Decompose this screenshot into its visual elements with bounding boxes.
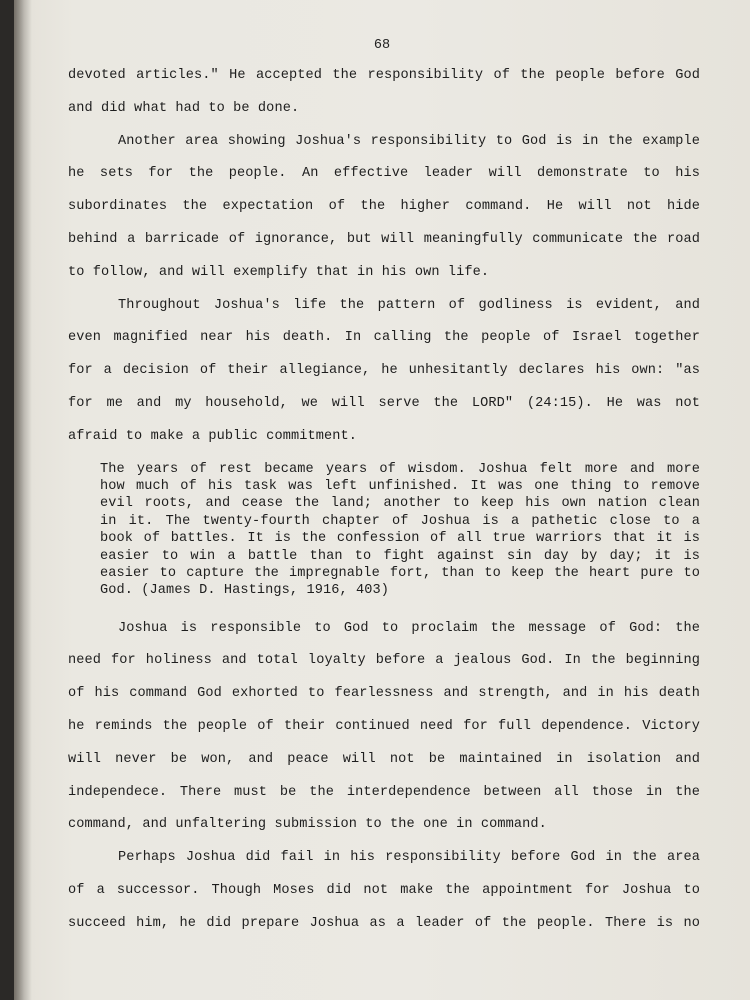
quote-line: easier to win a battle than to fight against sin day by day; it is <box>100 548 700 564</box>
paragraph-3 <box>68 295 700 459</box>
quote-line: in it. The twenty-fourth chapter of Joshua is a pathetic close to a <box>100 513 700 529</box>
paragraph-5 <box>68 847 700 945</box>
text-line: Another area showing Joshua's responsibility to God is in the example <box>118 133 700 149</box>
document-page <box>14 0 750 1000</box>
quote-line: The years of rest became years of wisdom. Joshua felt more and more <box>100 461 700 477</box>
text-line: of a successor. Though Moses did not make the appointment for Joshua to <box>68 883 700 899</box>
text-line: for me and my household, we will serve the LORD" (24:15). He was not <box>68 395 700 411</box>
text-line: Throughout Joshua's life the pattern of godliness is evident, and <box>118 297 700 313</box>
text-line: even magnified near his death. In calling the people of Israel together <box>68 330 700 346</box>
paragraph-1 <box>68 65 700 131</box>
paragraph-2 <box>68 131 700 295</box>
text-line: succeed him, he did prepare Joshua as a leader of the people. There is no <box>68 915 700 931</box>
text-line: afraid to make a public commitment. <box>68 428 358 444</box>
binding-shadow <box>14 0 32 1000</box>
quote-line: book of battles. It is the confession of all true warriors that it is <box>100 531 700 547</box>
quote-line: God. (James D. Hastings, 1916, 403) <box>100 583 390 599</box>
text-line: and did what had to be done. <box>68 100 300 116</box>
paragraph-4 <box>68 618 700 848</box>
text-line: devoted articles." He accepted the responsibility of the people before God <box>68 68 700 83</box>
text-line: Joshua is responsible to God to proclaim the message of God: the <box>118 620 700 636</box>
text-line: to follow, and will exemplify that in his own life. <box>68 264 490 280</box>
text-line: will never be won, and peace will not be maintained in isolation and <box>68 751 700 767</box>
body-text <box>68 65 700 946</box>
text-line: subordinates the expectation of the higher command. He will not hide <box>68 199 700 215</box>
text-line: he sets for the people. An effective leader will demonstrate to his <box>68 166 700 182</box>
text-line: behind a barricade of ignorance, but will meaningfully communicate the road <box>68 231 700 247</box>
quote-line: how much of his task was left unfinished. It was one thing to remove <box>100 478 700 494</box>
quote-line: easier to capture the impregnable fort, than to keep the heart pure to <box>100 565 700 581</box>
text-line: Perhaps Joshua did fail in his responsibility before God in the area <box>118 850 700 866</box>
text-line: command, and unfaltering submission to the one in command. <box>68 817 547 833</box>
block-quote <box>100 459 700 616</box>
text-line: for a decision of their allegiance, he unhesitantly declares his own: "as <box>68 363 700 379</box>
text-line: he reminds the people of their continued need for full dependence. Victory <box>68 719 700 735</box>
text-line: need for holiness and total loyalty before a jealous God. In the beginning <box>68 653 700 669</box>
text-line: independece. There must be the interdependence between all those in the <box>68 784 700 800</box>
quote-line: evil roots, and cease the land; another to keep his own nation clean <box>100 496 700 512</box>
text-line: of his command God exhorted to fearlessness and strength, and in his death <box>68 686 700 702</box>
page-number: 68 <box>373 38 391 53</box>
